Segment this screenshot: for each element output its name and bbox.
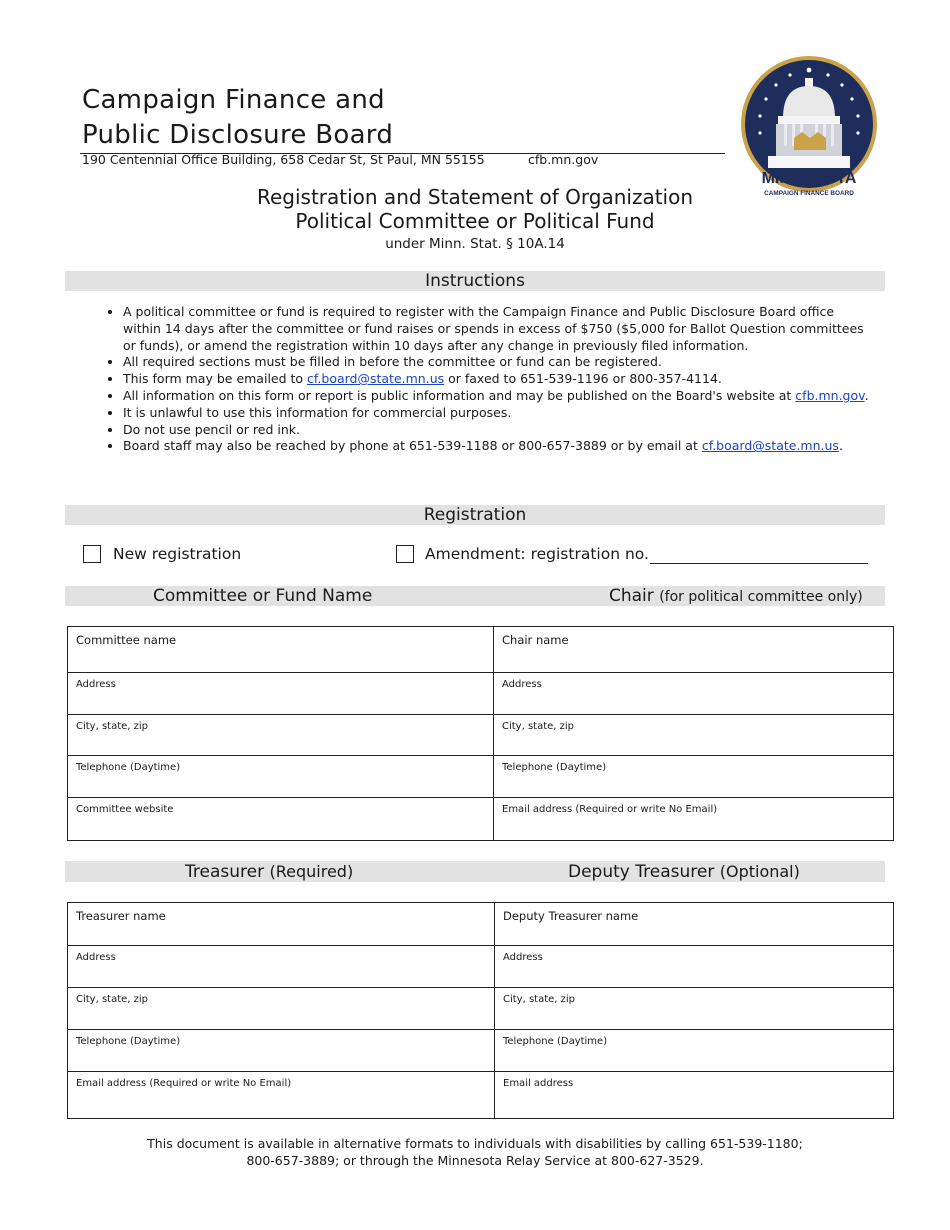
instruction-text: . [838,438,843,454]
staff-email-link[interactable]: cf.board@state.mn.us [701,438,839,454]
deputy-city-field[interactable] [495,988,894,1030]
field-label: Email address [503,1078,574,1089]
instruction-text: All information on this form or report is public information and may be published on the Board's website at [123,387,796,403]
deputy-telephone-field[interactable] [495,1030,894,1072]
form-title-line2: Political Committee or Political Fund [295,209,655,233]
chair-heading [609,586,863,607]
list-item [123,438,875,455]
field-label: Treasurer name [76,909,166,923]
chair-name-field[interactable] [494,627,894,673]
instruction-text: It is unlawful to use this information for commercial purposes. [123,404,512,420]
amendment-label: Amendment: registration no. [425,545,649,563]
instruction-text: This form may be emailed to [123,371,308,387]
field-label: Address [502,679,542,690]
chair-address-field[interactable] [494,673,894,715]
instruction-text: Board staff may also be reached by phone at 651-539-1188 or 800-657-3889 or by email at [123,438,702,454]
org-title-line1: Campaign Finance and [82,85,385,115]
new-registration-label: New registration [113,545,242,563]
committee-heading: Committee or Fund Name [153,586,373,606]
table-row [68,673,894,715]
field-label: Email address (Required or write No Email) [502,804,718,815]
registration-bar [65,505,885,525]
field-label: Address [76,952,116,963]
org-title-line2: Public Disclosure Board [82,120,394,150]
table-row [68,627,894,673]
field-label: Committee name [76,633,177,647]
list-item [123,304,875,354]
office-address: 190 Centennial Office Building, 658 Cedar St, St Paul, MN 55155 [82,152,485,167]
board-email-link[interactable]: cf.board@state.mn.us [307,371,445,387]
instructions-heading: Instructions [425,271,525,291]
treasurer-telephone-field[interactable] [68,1030,495,1072]
treasurer-address-field[interactable] [68,946,495,988]
table-row [68,946,894,988]
list-item [123,405,875,422]
instruction-text: or faxed to 651-539-1196 or 800-357-4114. [444,371,722,387]
statute-reference: under Minn. Stat. § 10A.14 [385,236,565,252]
committee-telephone-field[interactable] [68,756,494,798]
chair-city-field[interactable] [494,715,894,756]
amendment-checkbox[interactable] [396,545,414,563]
committee-city-field[interactable] [68,715,494,756]
committee-address-field[interactable] [68,673,494,715]
table-row [68,756,894,798]
board-website-link[interactable]: cfb.mn.gov [795,387,865,403]
instructions-bar [65,271,885,291]
instruction-text: . [864,387,869,403]
field-label: Telephone (Daytime) [76,1036,181,1047]
minnesota-cfb-seal-logo [738,56,880,201]
instruction-text: A political committee or fund is required to register with the Campaign Finance and Public Disclosure Board office within 14 days after the committee or fund raises or spends in excess of $750 ($5,000 for Ballot Question committees or funds), or amend the registration within 10 days after any change in previously filed information. [123,304,864,353]
chair-heading-note: (for political committee only) [659,589,863,605]
treasurer-name-field[interactable] [68,903,495,946]
registration-number-field[interactable] [650,563,868,564]
office-website: cfb.mn.gov [528,152,599,167]
field-label: Address [76,679,116,690]
treasurer-heading-note: (Required) [269,862,354,881]
field-label: City, state, zip [76,994,149,1005]
field-label: City, state, zip [502,721,575,732]
chair-email-field[interactable] [494,798,894,841]
footer-line2: 800-657-3889; or through the Minnesota Relay Service at 800-627-3529. [246,1152,704,1168]
deputy-heading-note: (Optional) [719,862,800,881]
footer-line1: This document is available in alternative formats to individuals with disabilities by calling 651-539-1180; [147,1136,803,1151]
field-label: Committee website [76,804,174,815]
list-item [123,388,875,405]
treasurer-table [67,902,894,1119]
instructions-list [95,304,875,455]
committee-website-field[interactable] [68,798,494,841]
table-row [68,1072,894,1119]
logo-subtext: CAMPAIGN FINANCE BOARD [764,190,854,197]
field-label: Telephone (Daytime) [76,762,181,773]
field-label: Deputy Treasurer name [503,909,639,923]
table-row [68,903,894,946]
field-label: City, state, zip [76,721,149,732]
committee-chair-bar [65,586,885,606]
table-row [68,798,894,841]
new-registration-checkbox[interactable] [83,545,101,563]
deputy-treasurer-heading [568,861,800,883]
committee-chair-table [67,626,894,841]
table-row [68,715,894,756]
committee-name-field[interactable] [68,627,494,673]
table-row [68,988,894,1030]
treasurer-email-field[interactable] [68,1072,495,1119]
chair-telephone-field[interactable] [494,756,894,798]
field-label: Telephone (Daytime) [502,762,607,773]
deputy-treasurer-name-field[interactable] [495,903,894,946]
deputy-email-field[interactable] [495,1072,894,1119]
field-label: Email address (Required or write No Email) [76,1078,292,1089]
form-title-line1: Registration and Statement of Organization [256,185,694,209]
field-label: Address [503,952,543,963]
field-label: Telephone (Daytime) [503,1036,608,1047]
registration-heading: Registration [423,505,527,525]
treasurer-heading [185,861,353,883]
accessibility-footer [100,1136,850,1169]
treasurer-city-field[interactable] [68,988,495,1030]
chair-heading-text: Chair [609,586,654,606]
instruction-text: Do not use pencil or red ink. [123,421,300,437]
list-item [123,422,875,439]
instruction-text: All required sections must be filled in before the committee or fund can be registered. [123,354,662,370]
deputy-address-field[interactable] [495,946,894,988]
field-label: City, state, zip [503,994,576,1005]
table-row [68,1030,894,1072]
treasurer-heading-text: Treasurer [185,862,265,882]
treasurer-bar [65,861,885,882]
org-title [82,83,393,153]
deputy-heading-text: Deputy Treasurer [568,862,715,882]
logo-text: MINNESOTA [761,170,857,187]
list-item [123,371,875,388]
field-label: Chair name [502,633,569,647]
list-item [123,354,875,371]
